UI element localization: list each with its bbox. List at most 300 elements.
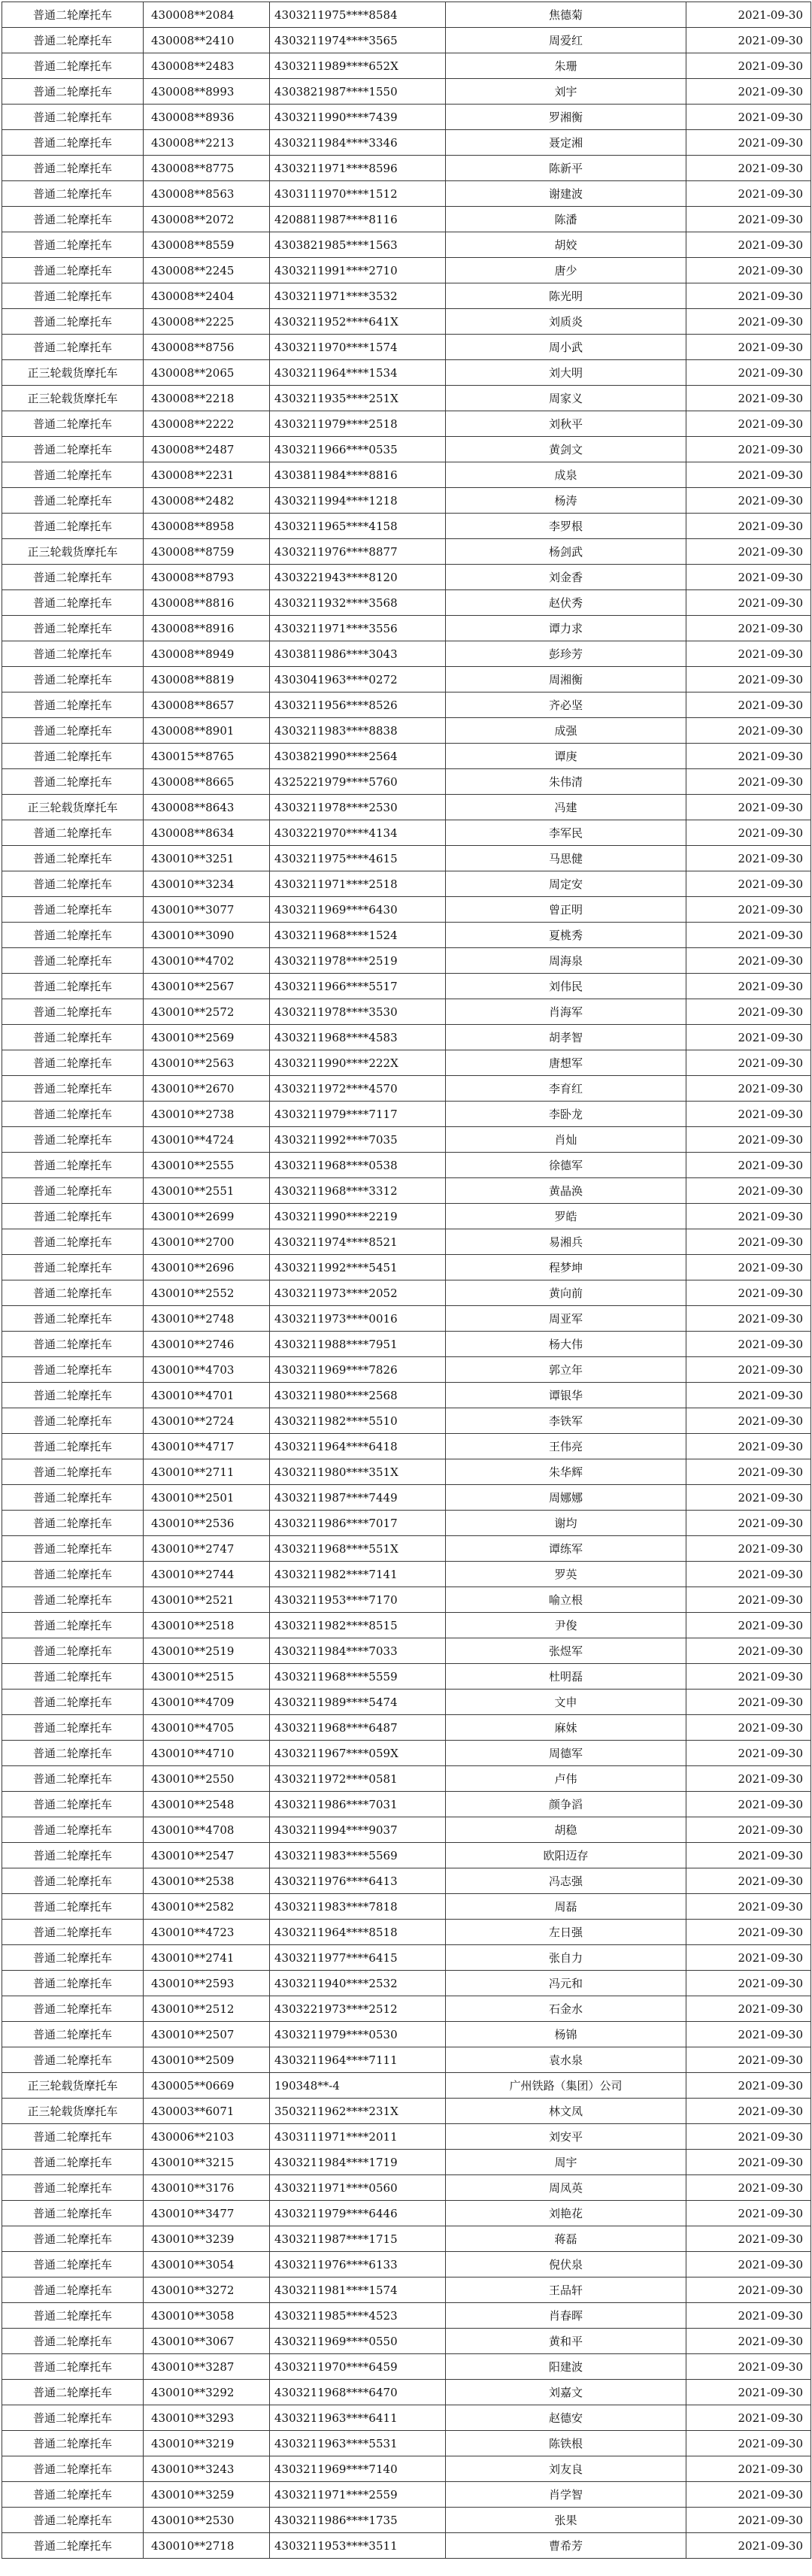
- id-number-cell: 4303211973****2052: [270, 1280, 446, 1306]
- owner-name-cell: 谭练军: [446, 1536, 686, 1562]
- date-cell: 2021-09-30: [686, 156, 811, 181]
- plate-number-cell: 430008**8901: [144, 718, 270, 744]
- table-row: [2, 1511, 811, 1536]
- plate-number-cell: 430008**8756: [144, 335, 270, 360]
- vehicle-type-cell: 普通二轮摩托车: [2, 1050, 144, 1076]
- owner-name-cell: 周定安: [446, 871, 686, 897]
- id-number-cell: 4303211982****5510: [270, 1408, 446, 1434]
- owner-name-cell: 李铁军: [446, 1408, 686, 1434]
- id-number-cell: 4303211986****7017: [270, 1511, 446, 1536]
- vehicle-type-cell: 普通二轮摩托车: [2, 2456, 144, 2482]
- owner-name-cell: 袁水泉: [446, 2047, 686, 2073]
- vehicle-type-cell: 普通二轮摩托车: [2, 2329, 144, 2354]
- owner-name-cell: 刘秋平: [446, 411, 686, 437]
- owner-name-cell: 谭力求: [446, 616, 686, 641]
- table-row: [2, 2533, 811, 2559]
- vehicle-type-cell: 普通二轮摩托车: [2, 309, 144, 335]
- plate-number-cell: 430010**3243: [144, 2456, 270, 2482]
- table-row: [2, 974, 811, 999]
- date-cell: 2021-09-30: [686, 1613, 811, 1638]
- id-number-cell: 4303211992****5451: [270, 1255, 446, 1280]
- vehicle-type-cell: 普通二轮摩托车: [2, 871, 144, 897]
- date-cell: 2021-09-30: [686, 2354, 811, 2380]
- table-row: [2, 1408, 811, 1434]
- date-cell: 2021-09-30: [686, 1945, 811, 1971]
- id-number-cell: 4303211971****2518: [270, 871, 446, 897]
- id-number-cell: 4303211964****6418: [270, 1434, 446, 1459]
- vehicle-record-table: [2, 2, 811, 2559]
- table-row: [2, 1817, 811, 1843]
- table-row: [2, 565, 811, 590]
- plate-number-cell: 430010**2747: [144, 1536, 270, 1562]
- date-cell: 2021-09-30: [686, 53, 811, 79]
- id-number-cell: 4303211972****4570: [270, 1076, 446, 1102]
- vehicle-type-cell: 普通二轮摩托车: [2, 1638, 144, 1664]
- plate-number-cell: 430010**3272: [144, 2277, 270, 2303]
- plate-number-cell: 430010**4705: [144, 1715, 270, 1741]
- plate-number-cell: 430008**8634: [144, 820, 270, 846]
- vehicle-type-cell: 普通二轮摩托车: [2, 2277, 144, 2303]
- vehicle-type-cell: 普通二轮摩托车: [2, 488, 144, 514]
- date-cell: 2021-09-30: [686, 1587, 811, 1613]
- date-cell: 2021-09-30: [686, 871, 811, 897]
- table-row: [2, 897, 811, 923]
- table-row: [2, 2252, 811, 2277]
- date-cell: 2021-09-30: [686, 667, 811, 692]
- plate-number-cell: 430010**3477: [144, 2201, 270, 2226]
- owner-name-cell: 程梦坤: [446, 1255, 686, 1280]
- plate-number-cell: 430010**3251: [144, 846, 270, 871]
- owner-name-cell: 张自力: [446, 1945, 686, 1971]
- table-row: [2, 1868, 811, 1894]
- plate-number-cell: 430010**3239: [144, 2226, 270, 2252]
- vehicle-type-cell: 普通二轮摩托车: [2, 1306, 144, 1332]
- owner-name-cell: 刘友良: [446, 2456, 686, 2482]
- id-number-cell: 4303111970****1512: [270, 181, 446, 207]
- date-cell: 2021-09-30: [686, 2073, 811, 2099]
- id-number-cell: 4303211987****1715: [270, 2226, 446, 2252]
- plate-number-cell: 430008**2245: [144, 258, 270, 283]
- id-number-cell: 4303211968****551X: [270, 1536, 446, 1562]
- table-row: [2, 2329, 811, 2354]
- owner-name-cell: 肖春晖: [446, 2303, 686, 2329]
- plate-number-cell: 430010**2519: [144, 1638, 270, 1664]
- plate-number-cell: 430010**3090: [144, 923, 270, 948]
- id-number-cell: 4303211978****3530: [270, 999, 446, 1025]
- plate-number-cell: 430010**3259: [144, 2482, 270, 2508]
- table-row: [2, 923, 811, 948]
- date-cell: 2021-09-30: [686, 1459, 811, 1485]
- vehicle-type-cell: 普通二轮摩托车: [2, 411, 144, 437]
- vehicle-type-cell: 普通二轮摩托车: [2, 1817, 144, 1843]
- owner-name-cell: 成泉: [446, 462, 686, 488]
- vehicle-type-cell: 普通二轮摩托车: [2, 769, 144, 795]
- vehicle-type-cell: 普通二轮摩托车: [2, 2533, 144, 2559]
- date-cell: 2021-09-30: [686, 283, 811, 309]
- owner-name-cell: 陈潘: [446, 207, 686, 232]
- date-cell: 2021-09-30: [686, 1127, 811, 1153]
- vehicle-type-cell: 普通二轮摩托车: [2, 462, 144, 488]
- table-row: [2, 79, 811, 105]
- vehicle-type-cell: 普通二轮摩托车: [2, 692, 144, 718]
- date-cell: 2021-09-30: [686, 2, 811, 28]
- id-number-cell: 4303211975****8584: [270, 2, 446, 28]
- plate-number-cell: 430010**2555: [144, 1153, 270, 1178]
- owner-name-cell: 阳建波: [446, 2354, 686, 2380]
- vehicle-type-cell: 普通二轮摩托车: [2, 1383, 144, 1408]
- plate-number-cell: 430008**2084: [144, 2, 270, 28]
- vehicle-type-cell: 普通二轮摩托车: [2, 2022, 144, 2047]
- plate-number-cell: 430008**8819: [144, 667, 270, 692]
- table-row: [2, 1587, 811, 1613]
- id-number-cell: 4303211966****0535: [270, 437, 446, 462]
- owner-name-cell: 陈铁根: [446, 2431, 686, 2456]
- id-number-cell: 4303211970****1574: [270, 335, 446, 360]
- date-cell: 2021-09-30: [686, 2047, 811, 2073]
- owner-name-cell: 喻立根: [446, 1587, 686, 1613]
- id-number-cell: 4303211940****2532: [270, 1971, 446, 1996]
- plate-number-cell: 430008**8916: [144, 616, 270, 641]
- vehicle-type-cell: 普通二轮摩托车: [2, 437, 144, 462]
- owner-name-cell: 李育红: [446, 1076, 686, 1102]
- id-number-cell: 4303221973****2512: [270, 1996, 446, 2022]
- date-cell: 2021-09-30: [686, 130, 811, 156]
- table-row: [2, 1485, 811, 1511]
- plate-number-cell: 430010**4702: [144, 948, 270, 974]
- plate-number-cell: 430010**2699: [144, 1204, 270, 1229]
- table-row: [2, 514, 811, 539]
- owner-name-cell: 易湘兵: [446, 1229, 686, 1255]
- vehicle-type-cell: 普通二轮摩托车: [2, 718, 144, 744]
- table-row: [2, 2226, 811, 2252]
- date-cell: 2021-09-30: [686, 2201, 811, 2226]
- table-row: [2, 488, 811, 514]
- date-cell: 2021-09-30: [686, 744, 811, 769]
- id-number-cell: 4303211969****7826: [270, 1357, 446, 1383]
- plate-number-cell: 430010**3215: [144, 2150, 270, 2175]
- plate-number-cell: 430008**2218: [144, 386, 270, 411]
- owner-name-cell: 李卧龙: [446, 1102, 686, 1127]
- id-number-cell: 4303211975****4615: [270, 846, 446, 871]
- table-row: [2, 2099, 811, 2124]
- owner-name-cell: 谢建波: [446, 181, 686, 207]
- vehicle-type-cell: 普通二轮摩托车: [2, 846, 144, 871]
- date-cell: 2021-09-30: [686, 2482, 811, 2508]
- date-cell: 2021-09-30: [686, 999, 811, 1025]
- plate-number-cell: 430008**8643: [144, 795, 270, 820]
- plate-number-cell: 430010**4708: [144, 1817, 270, 1843]
- id-number-cell: 4303211967****059X: [270, 1741, 446, 1766]
- vehicle-type-cell: 正三轮载货摩托车: [2, 360, 144, 386]
- table-row: [2, 1562, 811, 1587]
- id-number-cell: 4303211986****1735: [270, 2508, 446, 2533]
- owner-name-cell: 石金水: [446, 1996, 686, 2022]
- owner-name-cell: 唐想军: [446, 1050, 686, 1076]
- vehicle-type-cell: 普通二轮摩托车: [2, 2201, 144, 2226]
- table-row: [2, 1894, 811, 1920]
- plate-number-cell: 430010**3054: [144, 2252, 270, 2277]
- date-cell: 2021-09-30: [686, 1511, 811, 1536]
- owner-name-cell: 刘大明: [446, 360, 686, 386]
- table-row: [2, 2124, 811, 2150]
- owner-name-cell: 周宇: [446, 2150, 686, 2175]
- table-row: [2, 437, 811, 462]
- vehicle-type-cell: 普通二轮摩托车: [2, 283, 144, 309]
- vehicle-type-cell: 普通二轮摩托车: [2, 2175, 144, 2201]
- table-row: [2, 1664, 811, 1690]
- date-cell: 2021-09-30: [686, 2150, 811, 2175]
- date-cell: 2021-09-30: [686, 1255, 811, 1280]
- date-cell: 2021-09-30: [686, 2252, 811, 2277]
- id-number-cell: 4303211990****222X: [270, 1050, 446, 1076]
- plate-number-cell: 430008**8793: [144, 565, 270, 590]
- id-number-cell: 4303211965****4158: [270, 514, 446, 539]
- plate-number-cell: 430008**2231: [144, 462, 270, 488]
- owner-name-cell: 刘金香: [446, 565, 686, 590]
- date-cell: 2021-09-30: [686, 1715, 811, 1741]
- owner-name-cell: 倪伏泉: [446, 2252, 686, 2277]
- table-row: [2, 335, 811, 360]
- plate-number-cell: 430005**0669: [144, 2073, 270, 2099]
- plate-number-cell: 430010**2512: [144, 1996, 270, 2022]
- plate-number-cell: 430003**6071: [144, 2099, 270, 2124]
- date-cell: 2021-09-30: [686, 2380, 811, 2405]
- id-number-cell: 4303211981****1574: [270, 2277, 446, 2303]
- plate-number-cell: 430008**8993: [144, 79, 270, 105]
- plate-number-cell: 430010**4701: [144, 1383, 270, 1408]
- owner-name-cell: 周娜娜: [446, 1485, 686, 1511]
- vehicle-type-cell: 普通二轮摩托车: [2, 2, 144, 28]
- table-row: [2, 2073, 811, 2099]
- table-row: [2, 641, 811, 667]
- plate-number-cell: 430008**8665: [144, 769, 270, 795]
- table-row: [2, 1459, 811, 1485]
- owner-name-cell: 唐少: [446, 258, 686, 283]
- table-row: [2, 309, 811, 335]
- owner-name-cell: 周磊: [446, 1894, 686, 1920]
- table-row: [2, 2303, 811, 2329]
- plate-number-cell: 430010**2501: [144, 1485, 270, 1511]
- vehicle-type-cell: 正三轮载货摩托车: [2, 2073, 144, 2099]
- plate-number-cell: 430010**2536: [144, 1511, 270, 1536]
- vehicle-type-cell: 普通二轮摩托车: [2, 1434, 144, 1459]
- date-cell: 2021-09-30: [686, 309, 811, 335]
- owner-name-cell: 朱华辉: [446, 1459, 686, 1485]
- owner-name-cell: 刘艳花: [446, 2201, 686, 2226]
- date-cell: 2021-09-30: [686, 769, 811, 795]
- table-row: [2, 156, 811, 181]
- id-number-cell: 4303811984****8816: [270, 462, 446, 488]
- table-row: [2, 2201, 811, 2226]
- id-number-cell: 4303211969****0550: [270, 2329, 446, 2354]
- id-number-cell: 4303211984****1719: [270, 2150, 446, 2175]
- date-cell: 2021-09-30: [686, 105, 811, 130]
- vehicle-type-cell: 普通二轮摩托车: [2, 2380, 144, 2405]
- plate-number-cell: 430010**2569: [144, 1025, 270, 1050]
- table-row: [2, 181, 811, 207]
- id-number-cell: 4303211963****5531: [270, 2431, 446, 2456]
- table-row: [2, 1792, 811, 1817]
- date-cell: 2021-09-30: [686, 79, 811, 105]
- vehicle-type-cell: 普通二轮摩托车: [2, 53, 144, 79]
- id-number-cell: 4303211990****2219: [270, 1204, 446, 1229]
- plate-number-cell: 430010**2547: [144, 1843, 270, 1868]
- vehicle-type-cell: 普通二轮摩托车: [2, 181, 144, 207]
- id-number-cell: 4303211968****5559: [270, 1664, 446, 1690]
- plate-number-cell: 430010**3176: [144, 2175, 270, 2201]
- owner-name-cell: 罗皓: [446, 1204, 686, 1229]
- owner-name-cell: 黄和平: [446, 2329, 686, 2354]
- id-number-cell: 4303211979****6446: [270, 2201, 446, 2226]
- date-cell: 2021-09-30: [686, 2124, 811, 2150]
- table-row: [2, 744, 811, 769]
- vehicle-type-cell: 普通二轮摩托车: [2, 1511, 144, 1536]
- id-number-cell: 4303211989****652X: [270, 53, 446, 79]
- owner-name-cell: 成强: [446, 718, 686, 744]
- id-number-cell: 4325221979****5760: [270, 769, 446, 795]
- id-number-cell: 4303211953****7170: [270, 1587, 446, 1613]
- table-row: [2, 846, 811, 871]
- plate-number-cell: 430010**2741: [144, 1945, 270, 1971]
- table-row: [2, 53, 811, 79]
- id-number-cell: 4303111971****2011: [270, 2124, 446, 2150]
- date-cell: 2021-09-30: [686, 1638, 811, 1664]
- vehicle-type-cell: 普通二轮摩托车: [2, 232, 144, 258]
- owner-name-cell: 徐德军: [446, 1153, 686, 1178]
- vehicle-type-cell: 普通二轮摩托车: [2, 79, 144, 105]
- date-cell: 2021-09-30: [686, 1306, 811, 1332]
- table-row: [2, 718, 811, 744]
- plate-number-cell: 430010**2521: [144, 1587, 270, 1613]
- date-cell: 2021-09-30: [686, 1766, 811, 1792]
- id-number-cell: 4303211988****7951: [270, 1332, 446, 1357]
- table-row: [2, 2, 811, 28]
- table-row: [2, 1280, 811, 1306]
- plate-number-cell: 430010**2567: [144, 974, 270, 999]
- owner-name-cell: 曹希芳: [446, 2533, 686, 2559]
- date-cell: 2021-09-30: [686, 28, 811, 53]
- plate-number-cell: 430010**3292: [144, 2380, 270, 2405]
- table-row: [2, 1229, 811, 1255]
- vehicle-type-cell: 普通二轮摩托车: [2, 1332, 144, 1357]
- date-cell: 2021-09-30: [686, 1178, 811, 1204]
- owner-name-cell: 颜争滔: [446, 1792, 686, 1817]
- vehicle-type-cell: 普通二轮摩托车: [2, 2508, 144, 2533]
- id-number-cell: 4208811987****8116: [270, 207, 446, 232]
- id-number-cell: 4303211992****7035: [270, 1127, 446, 1153]
- plate-number-cell: 430010**2700: [144, 1229, 270, 1255]
- table-row: [2, 1332, 811, 1357]
- plate-number-cell: 430008**2065: [144, 360, 270, 386]
- table-row: [2, 1050, 811, 1076]
- owner-name-cell: 左日强: [446, 1920, 686, 1945]
- vehicle-type-cell: 普通二轮摩托车: [2, 1229, 144, 1255]
- table-row: [2, 1690, 811, 1715]
- vehicle-type-cell: 普通二轮摩托车: [2, 1255, 144, 1280]
- date-cell: 2021-09-30: [686, 2405, 811, 2431]
- id-number-cell: 4303211956****8526: [270, 692, 446, 718]
- id-number-cell: 4303211974****8521: [270, 1229, 446, 1255]
- plate-number-cell: 430010**2530: [144, 2508, 270, 2533]
- owner-name-cell: 黄剑文: [446, 437, 686, 462]
- date-cell: 2021-09-30: [686, 923, 811, 948]
- owner-name-cell: 肖学智: [446, 2482, 686, 2508]
- table-row: [2, 411, 811, 437]
- table-row: [2, 283, 811, 309]
- id-number-cell: 4303211971****3556: [270, 616, 446, 641]
- id-number-cell: 4303211980****351X: [270, 1459, 446, 1485]
- table-row: [2, 820, 811, 846]
- plate-number-cell: 430008**8559: [144, 232, 270, 258]
- table-row: [2, 1357, 811, 1383]
- owner-name-cell: 刘宇: [446, 79, 686, 105]
- id-number-cell: 4303211979****7117: [270, 1102, 446, 1127]
- id-number-cell: 4303211971****8596: [270, 156, 446, 181]
- vehicle-type-cell: 普通二轮摩托车: [2, 744, 144, 769]
- id-number-cell: 4303211983****8838: [270, 718, 446, 744]
- date-cell: 2021-09-30: [686, 1690, 811, 1715]
- owner-name-cell: 杨涛: [446, 488, 686, 514]
- table-row: [2, 386, 811, 411]
- owner-name-cell: 谢均: [446, 1511, 686, 1536]
- date-cell: 2021-09-30: [686, 2456, 811, 2482]
- id-number-cell: 4303211979****0530: [270, 2022, 446, 2047]
- vehicle-type-cell: 正三轮载货摩托车: [2, 539, 144, 565]
- date-cell: 2021-09-30: [686, 897, 811, 923]
- plate-number-cell: 430008**8958: [144, 514, 270, 539]
- vehicle-type-cell: 普通二轮摩托车: [2, 1945, 144, 1971]
- plate-number-cell: 430008**8759: [144, 539, 270, 565]
- owner-name-cell: 罗湘衡: [446, 105, 686, 130]
- owner-name-cell: 黄向前: [446, 1280, 686, 1306]
- date-cell: 2021-09-30: [686, 820, 811, 846]
- owner-name-cell: 马思健: [446, 846, 686, 871]
- date-cell: 2021-09-30: [686, 2022, 811, 2047]
- table-row: [2, 795, 811, 820]
- owner-name-cell: 周凤英: [446, 2175, 686, 2201]
- date-cell: 2021-09-30: [686, 335, 811, 360]
- owner-name-cell: 欧阳迈存: [446, 1843, 686, 1868]
- date-cell: 2021-09-30: [686, 1102, 811, 1127]
- plate-number-cell: 430010**2552: [144, 1280, 270, 1306]
- table-row: [2, 1306, 811, 1332]
- plate-number-cell: 430010**4723: [144, 1920, 270, 1945]
- date-cell: 2021-09-30: [686, 565, 811, 590]
- owner-name-cell: 李罗根: [446, 514, 686, 539]
- id-number-cell: 4303211984****7033: [270, 1638, 446, 1664]
- owner-name-cell: 黄晶涣: [446, 1178, 686, 1204]
- vehicle-type-cell: 普通二轮摩托车: [2, 1536, 144, 1562]
- id-number-cell: 4303221943****8120: [270, 565, 446, 590]
- date-cell: 2021-09-30: [686, 411, 811, 437]
- plate-number-cell: 430008**2410: [144, 28, 270, 53]
- table-row: [2, 616, 811, 641]
- plate-number-cell: 430010**3077: [144, 897, 270, 923]
- owner-name-cell: 陈光明: [446, 283, 686, 309]
- date-cell: 2021-09-30: [686, 1868, 811, 1894]
- plate-number-cell: 430010**2746: [144, 1332, 270, 1357]
- vehicle-type-cell: 正三轮载货摩托车: [2, 2099, 144, 2124]
- date-cell: 2021-09-30: [686, 795, 811, 820]
- date-cell: 2021-09-30: [686, 1920, 811, 1945]
- vehicle-type-cell: 普通二轮摩托车: [2, 1025, 144, 1050]
- id-number-cell: 4303211976****8877: [270, 539, 446, 565]
- id-number-cell: 4303211964****8518: [270, 1920, 446, 1945]
- plate-number-cell: 430010**2744: [144, 1562, 270, 1587]
- table-row: [2, 692, 811, 718]
- plate-number-cell: 430010**3234: [144, 871, 270, 897]
- owner-name-cell: 张果: [446, 2508, 686, 2533]
